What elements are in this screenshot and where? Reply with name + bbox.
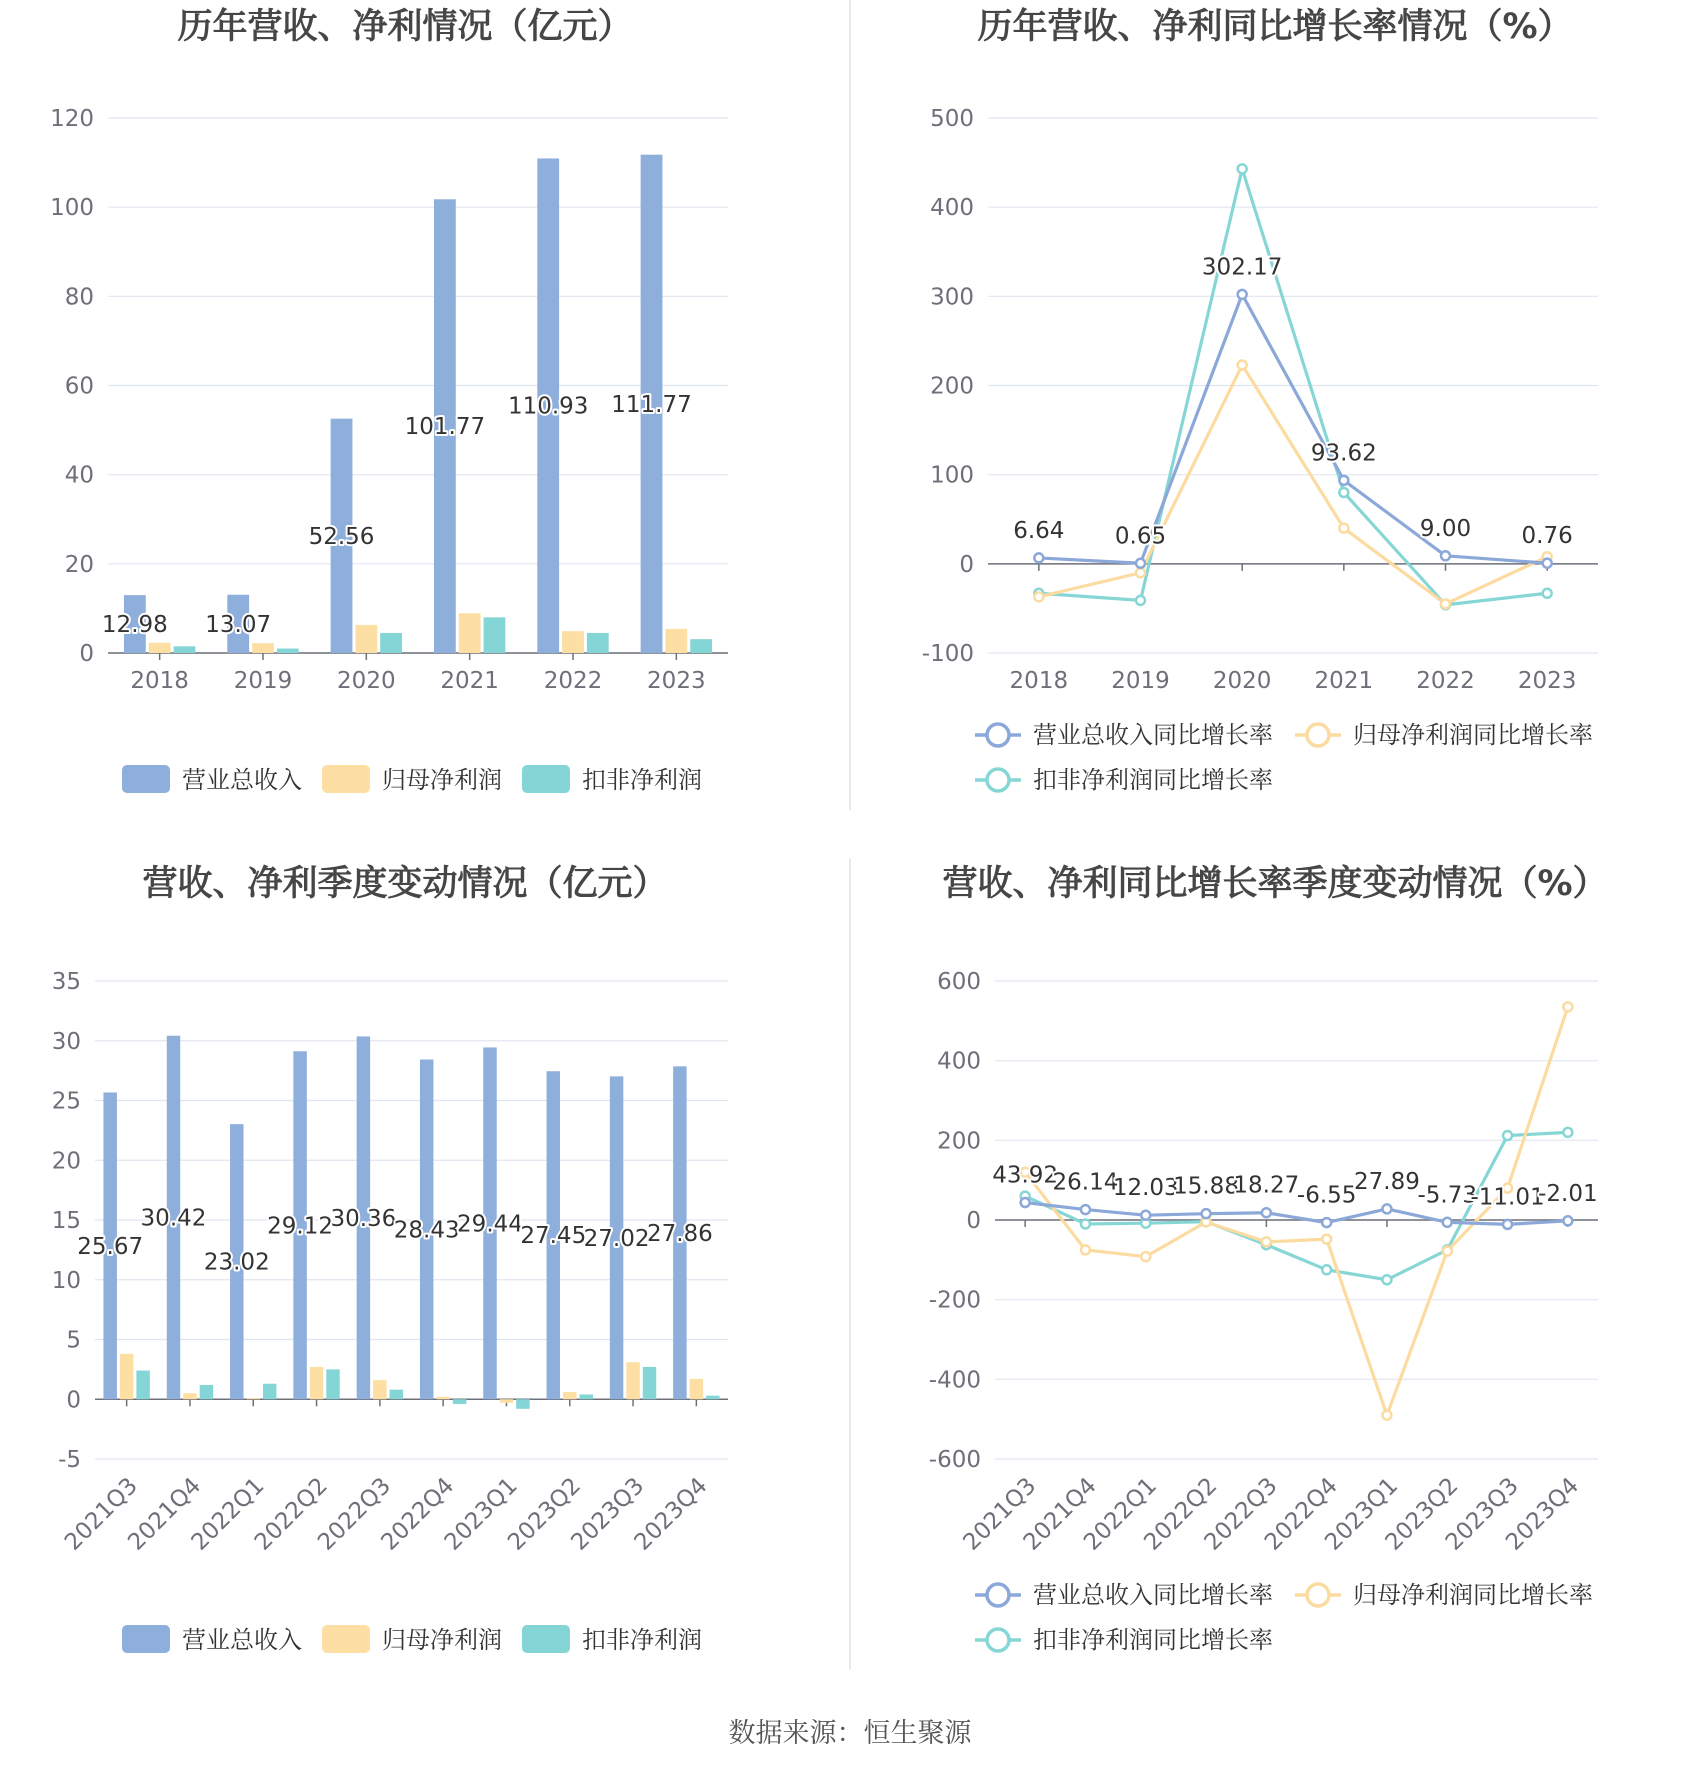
- point-netprofit: [1081, 1245, 1090, 1254]
- bar-netprofit: [247, 1398, 260, 1399]
- y-tick-label: 200: [930, 373, 974, 400]
- bar-netprofit: [626, 1362, 639, 1399]
- bar-deducted: [587, 633, 609, 653]
- quarterly-growth-title: 营收、净利同比增长率季度变动情况（%）: [942, 864, 1608, 904]
- x-tick-label: 2023Q3: [566, 1472, 650, 1556]
- point-revenue: [1503, 1220, 1512, 1229]
- y-tick-label: 120: [50, 106, 94, 132]
- x-tick-label: 2022Q1: [186, 1472, 270, 1556]
- y-tick-label: 15: [51, 1208, 81, 1234]
- point-netprofit: [1563, 1002, 1572, 1011]
- data-label: 101.77: [404, 414, 486, 441]
- quarterly-values-chart: [52, 864, 728, 1654]
- data-source-note: 数据来源：恒生聚源: [728, 1718, 972, 1749]
- data-label: 29.44: [457, 1211, 523, 1238]
- x-tick-label: 2018: [1009, 668, 1069, 694]
- bar-deducted: [326, 1369, 339, 1399]
- legend-label: 归母净利润: [382, 1626, 502, 1654]
- data-label: 302.17: [1201, 254, 1283, 281]
- y-tick-label: 0: [79, 641, 94, 667]
- point-revenue: [1202, 1209, 1211, 1218]
- point-revenue: [1141, 1211, 1150, 1220]
- point-deducted: [1322, 1265, 1331, 1274]
- point-deducted: [1081, 1219, 1090, 1228]
- data-label: 27.45: [520, 1223, 587, 1250]
- data-label: 110.93: [507, 393, 589, 420]
- x-tick-label: 2022Q3: [313, 1472, 397, 1556]
- point-revenue: [1382, 1204, 1391, 1213]
- point-revenue: [1021, 1198, 1030, 1207]
- bar-deducted: [453, 1399, 466, 1404]
- x-tick-label: 2022Q4: [1259, 1472, 1343, 1556]
- point-revenue: [1238, 290, 1247, 299]
- quarterly-values-plot: [52, 969, 728, 1654]
- data-label: 6.64: [1013, 517, 1065, 544]
- y-tick-label: 100: [930, 462, 974, 489]
- data-label: -11.01: [1470, 1184, 1545, 1211]
- y-tick-label: 400: [937, 1048, 981, 1075]
- legend-swatch-netprofit: [322, 1625, 370, 1653]
- point-netprofit: [1238, 360, 1247, 369]
- data-label: 18.27: [1233, 1172, 1300, 1199]
- data-label: 0.65: [1114, 523, 1167, 550]
- legend-marker-netprofit: [1307, 1584, 1329, 1606]
- x-tick-label: 2023Q2: [503, 1472, 586, 1556]
- point-deducted: [1339, 488, 1348, 497]
- data-label: 26.14: [1052, 1169, 1119, 1196]
- legend-label: 扣非净利润同比增长率: [1033, 1626, 1273, 1654]
- annual-growth-plot: [922, 106, 1598, 794]
- data-label: 43.92: [992, 1162, 1059, 1189]
- legend-swatch-revenue: [122, 765, 170, 793]
- bar-netprofit: [149, 643, 171, 653]
- data-label: 12.03: [1112, 1175, 1179, 1202]
- bar-netprofit: [436, 1397, 449, 1399]
- legend-marker-revenue: [987, 1584, 1009, 1606]
- bar-deducted: [390, 1390, 403, 1400]
- y-tick-label: -5: [58, 1447, 81, 1473]
- y-tick-label: 500: [930, 106, 974, 132]
- x-tick-label: 2022Q3: [1199, 1472, 1283, 1556]
- bar-netprofit: [252, 643, 274, 653]
- y-tick-label: 10: [51, 1267, 81, 1294]
- y-tick-label: 35: [51, 969, 81, 995]
- point-deducted: [1563, 1128, 1572, 1137]
- legend-label: 扣非净利润: [582, 766, 702, 794]
- x-tick-label: 2022Q1: [1079, 1472, 1162, 1556]
- x-tick-label: 2022: [1416, 668, 1475, 694]
- bar-deducted: [263, 1384, 276, 1400]
- bar-deducted: [516, 1399, 529, 1409]
- bar-deducted: [690, 639, 712, 653]
- bar-netprofit: [459, 613, 481, 653]
- point-revenue: [1034, 553, 1043, 562]
- annual-growth-title: 历年营收、净利同比增长率情况（%）: [977, 7, 1573, 47]
- legend-swatch-deducted: [522, 1625, 570, 1653]
- x-tick-label: 2018: [130, 668, 189, 694]
- data-label: 13.07: [205, 611, 272, 638]
- legend-label: 营业总收入: [182, 1626, 302, 1654]
- legend-label: 归母净利润同比增长率: [1353, 721, 1593, 749]
- series-line-netprofit: [1039, 365, 1547, 604]
- data-label: 29.12: [267, 1213, 334, 1240]
- legend-marker-deducted: [987, 1629, 1009, 1651]
- point-netprofit: [1443, 1247, 1452, 1256]
- y-tick-label: 0: [966, 1208, 981, 1234]
- point-revenue: [1443, 1218, 1452, 1227]
- point-revenue: [1262, 1208, 1271, 1217]
- bar-deducted: [380, 633, 402, 653]
- y-tick-label: 0: [66, 1387, 81, 1414]
- x-tick-label: 2023: [1517, 668, 1577, 694]
- annual-values-plot: [50, 106, 728, 794]
- bar-netprofit: [562, 631, 584, 653]
- quarterly-values-title: 营收、净利季度变动情况（亿元）: [142, 864, 668, 904]
- legend-label: 归母净利润: [382, 766, 502, 794]
- point-revenue: [1543, 559, 1552, 568]
- y-tick-label: -200: [928, 1287, 981, 1314]
- x-tick-label: 2021: [440, 668, 499, 694]
- x-tick-label: 2023Q4: [1501, 1472, 1585, 1556]
- point-deducted: [1543, 589, 1552, 598]
- x-tick-label: 2023Q3: [1440, 1472, 1524, 1556]
- data-label: 27.89: [1354, 1168, 1420, 1195]
- point-deducted: [1382, 1275, 1391, 1284]
- annual-growth-chart: [922, 6, 1598, 794]
- y-tick-label: 30: [51, 1028, 81, 1055]
- point-revenue: [1339, 476, 1348, 485]
- y-tick-label: 400: [930, 195, 974, 222]
- legend-marker-revenue: [987, 724, 1009, 746]
- bar-deducted: [706, 1396, 719, 1400]
- point-netprofit: [1262, 1237, 1271, 1246]
- x-tick-label: 2022Q2: [1139, 1472, 1223, 1556]
- point-revenue: [1563, 1216, 1572, 1225]
- data-label: 30.36: [330, 1205, 397, 1232]
- bar-netprofit: [120, 1354, 133, 1399]
- data-label: 0.76: [1521, 523, 1573, 550]
- data-label: 28.43: [393, 1217, 460, 1244]
- legend-label: 归母净利润同比增长率: [1353, 1581, 1593, 1609]
- point-netprofit: [1382, 1411, 1391, 1420]
- data-label: 52.56: [308, 523, 375, 550]
- bar-netprofit: [310, 1367, 323, 1399]
- bar-netprofit: [183, 1393, 196, 1399]
- point-netprofit: [1441, 599, 1450, 608]
- y-tick-label: 40: [64, 462, 94, 489]
- point-netprofit: [1322, 1235, 1331, 1244]
- data-label: -5.73: [1417, 1182, 1478, 1209]
- data-label: 25.67: [77, 1233, 144, 1260]
- legend-label: 扣非净利润: [582, 1626, 702, 1654]
- bar-deducted: [174, 646, 196, 653]
- y-tick-label: 300: [930, 284, 974, 311]
- y-tick-label: 0: [959, 551, 974, 578]
- bar-deducted: [277, 649, 299, 653]
- y-tick-label: 20: [64, 551, 94, 578]
- x-tick-label: 2021: [1314, 668, 1374, 694]
- x-tick-label: 2021Q3: [59, 1472, 143, 1556]
- x-tick-label: 2022: [543, 668, 603, 694]
- point-netprofit: [1034, 592, 1043, 601]
- x-tick-label: 2023Q2: [1380, 1472, 1464, 1556]
- point-deducted: [1503, 1131, 1512, 1140]
- bar-netprofit: [563, 1392, 576, 1399]
- legend-label: 营业总收入: [182, 766, 302, 794]
- point-netprofit: [1136, 568, 1145, 577]
- data-label: 30.42: [140, 1205, 207, 1232]
- point-deducted: [1238, 164, 1247, 173]
- legend-swatch-revenue: [122, 1625, 170, 1653]
- data-label: 9.00: [1419, 515, 1472, 542]
- x-tick-label: 2023Q1: [1320, 1472, 1404, 1556]
- legend-marker-netprofit: [1307, 724, 1329, 746]
- quarterly-growth-chart: [929, 864, 1608, 1654]
- legend-label: 扣非净利润同比增长率: [1033, 766, 1273, 794]
- point-revenue: [1441, 551, 1450, 560]
- y-tick-label: 20: [51, 1148, 81, 1175]
- data-label: 27.86: [646, 1220, 713, 1247]
- x-tick-label: 2021Q3: [958, 1472, 1042, 1556]
- x-tick-label: 2019: [1111, 668, 1170, 694]
- legend-label: 营业总收入同比增长率: [1033, 721, 1273, 749]
- bar-deducted: [484, 617, 506, 653]
- point-netprofit: [1141, 1252, 1150, 1261]
- x-tick-label: 2019: [233, 668, 293, 694]
- point-netprofit: [1339, 524, 1348, 533]
- x-tick-label: 2023Q4: [629, 1472, 713, 1556]
- data-label: 15.88: [1173, 1173, 1239, 1200]
- quarterly-growth-plot: [929, 969, 1598, 1654]
- data-label: 12.98: [101, 612, 168, 639]
- x-tick-label: 2023Q1: [439, 1472, 523, 1556]
- x-tick-label: 2023: [647, 668, 706, 694]
- data-label: 111.77: [611, 391, 692, 418]
- point-deducted: [1136, 596, 1145, 605]
- y-tick-label: -100: [921, 641, 974, 667]
- legend-marker-deducted: [987, 769, 1009, 791]
- x-tick-label: 2020: [1212, 668, 1272, 694]
- bar-deducted: [643, 1367, 656, 1399]
- y-tick-label: 80: [64, 284, 94, 311]
- annual-values-title: 历年营收、净利情况（亿元）: [177, 7, 633, 47]
- y-tick-label: -600: [928, 1447, 981, 1473]
- bar-netprofit: [355, 625, 377, 653]
- y-tick-label: 60: [64, 373, 94, 400]
- point-revenue: [1081, 1205, 1090, 1214]
- bar-netprofit: [665, 629, 687, 653]
- y-tick-label: 100: [50, 195, 94, 222]
- annual-values-chart: [50, 6, 728, 794]
- legend-swatch-netprofit: [322, 765, 370, 793]
- point-revenue: [1136, 559, 1145, 568]
- data-label: 27.02: [583, 1225, 650, 1252]
- bar-deducted: [579, 1394, 592, 1399]
- y-tick-label: 5: [66, 1327, 81, 1354]
- data-label: -6.55: [1296, 1182, 1357, 1209]
- y-tick-label: 200: [937, 1128, 981, 1155]
- x-tick-label: 2020: [337, 668, 396, 694]
- bar-deducted: [136, 1371, 149, 1400]
- data-label: 93.62: [1310, 440, 1377, 467]
- x-tick-label: 2021Q4: [123, 1472, 207, 1556]
- bar-netprofit: [500, 1399, 513, 1403]
- x-tick-label: 2022Q4: [376, 1472, 460, 1556]
- y-tick-label: 25: [51, 1088, 81, 1115]
- legend-swatch-deducted: [522, 765, 570, 793]
- data-label: 23.02: [203, 1249, 270, 1276]
- point-revenue: [1322, 1218, 1331, 1227]
- y-tick-label: -400: [928, 1367, 981, 1394]
- x-tick-label: 2021Q4: [1018, 1472, 1102, 1556]
- data-label: -2.01: [1538, 1180, 1598, 1207]
- x-tick-label: 2022Q2: [249, 1472, 333, 1556]
- bar-deducted: [200, 1385, 213, 1399]
- y-tick-label: 600: [937, 969, 981, 995]
- legend-label: 营业总收入同比增长率: [1033, 1581, 1273, 1609]
- bar-netprofit: [373, 1380, 386, 1399]
- bar-netprofit: [690, 1379, 703, 1399]
